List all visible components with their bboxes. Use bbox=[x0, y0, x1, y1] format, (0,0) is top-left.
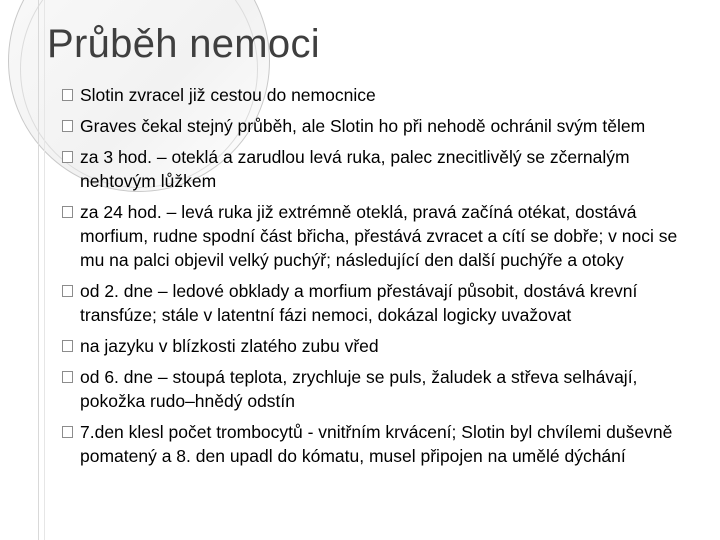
bullet-text: Slotin zvracel již cestou do nemocnice bbox=[80, 85, 376, 105]
decorative-rule bbox=[38, 0, 39, 540]
bullet-list bbox=[62, 83, 702, 475]
slide-title: Průběh nemoci bbox=[47, 22, 320, 66]
bullet-item bbox=[62, 334, 702, 358]
bullet-square-icon bbox=[62, 89, 73, 101]
bullet-text: od 6. dne – stoupá teplota, zrychluje se puls, žaludek a střeva selhávají, pokožka rudo–hnědý odstín bbox=[80, 367, 638, 411]
bullet-text: 7.den klesl počet trombocytů - vnitřním krvácení; Slotin byl chvílemi duševně pomatený a 8. den upadl do kómatu, musel připojen na umělé dýchání bbox=[80, 422, 673, 466]
bullet-text: za 24 hod. – levá ruka již extrémně oteklá, pravá začíná otékat, dostává morfium, rudne spodní část břicha, přestává zvracet a cítí se dobře; v noci se mu na palci objevil velký puchýř; následující den další puchýře a otoky bbox=[80, 202, 678, 270]
bullet-item bbox=[62, 114, 702, 138]
bullet-square-icon bbox=[62, 371, 73, 383]
bullet-text: od 2. dne – ledové obklady a morfium přestávají působit, dostává krevní transfúze; stále v latentní fázi nemoci, dokázal logicky uvažovat bbox=[80, 281, 638, 325]
bullet-item bbox=[62, 83, 702, 107]
bullet-item bbox=[62, 279, 702, 327]
bullet-square-icon bbox=[62, 285, 73, 297]
bullet-square-icon bbox=[62, 206, 73, 218]
bullet-square-icon bbox=[62, 426, 73, 438]
bullet-text: za 3 hod. – oteklá a zarudlou levá ruka, palec znecitlivělý se zčernalým nehtovým lůžkem bbox=[80, 147, 630, 191]
bullet-item bbox=[62, 420, 702, 468]
bullet-text: na jazyku v blízkosti zlatého zubu vřed bbox=[80, 336, 379, 356]
bullet-item bbox=[62, 365, 702, 413]
bullet-square-icon bbox=[62, 151, 73, 163]
bullet-square-icon bbox=[62, 120, 73, 132]
bullet-item bbox=[62, 200, 702, 272]
decorative-rule-secondary bbox=[44, 0, 45, 540]
bullet-text: Graves čekal stejný průběh, ale Slotin ho při nehodě ochránil svým tělem bbox=[80, 116, 646, 136]
bullet-item bbox=[62, 145, 702, 193]
bullet-square-icon bbox=[62, 340, 73, 352]
